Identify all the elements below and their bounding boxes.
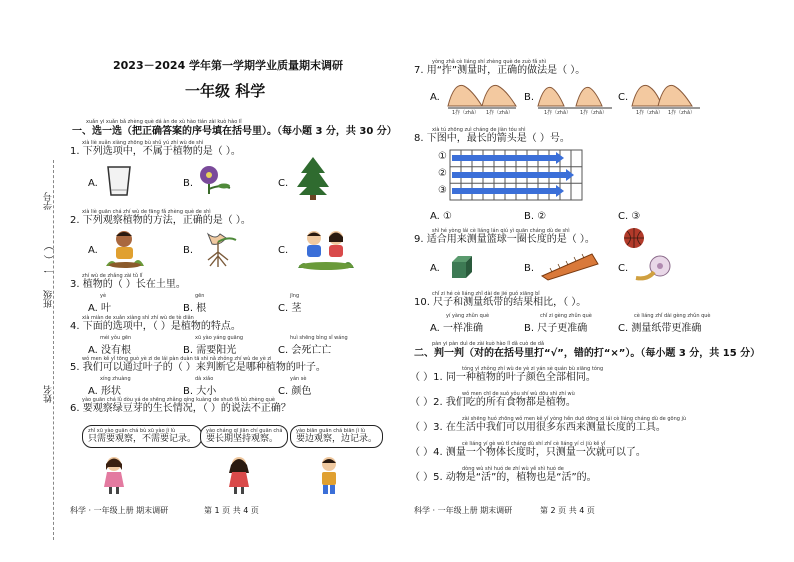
q8-text: 8. 下图中，最长的箭头是（ ）号。: [414, 133, 570, 144]
side-label-class: 班级: [44, 290, 54, 308]
q1-option-a[interactable]: A.: [88, 178, 98, 189]
grade-subject-title: 一年级 科学: [185, 82, 266, 100]
q4-pinyin: xià miàn de xuǎn xiàng shì zhí wù de tè diǎn: [82, 315, 194, 321]
q4-option-a[interactable]: A. 没有根: [88, 345, 132, 356]
q3-option-c-pinyin: jīng: [290, 293, 300, 299]
children-observing-plants-icon: [298, 228, 354, 270]
q7-a-caption-1: 1拃（zhǎ）: [452, 110, 480, 116]
q3-text: 3. 植物的（ ）长在土里。: [70, 279, 186, 290]
q7-c-caption-2: 1拃（zhǎ）: [668, 110, 696, 116]
measuring-tape-icon: [634, 254, 678, 282]
q10-option-b-pinyin: chǐ zi gèng zhǔn què: [540, 313, 592, 319]
q7-b-caption-1: 1拃（zhǎ）: [544, 110, 572, 116]
q9-option-b[interactable]: B.: [524, 263, 535, 274]
q6-text: 6. 要观察绿豆芽的生长情况，（ ）的说法不正确？: [70, 403, 291, 414]
girl-b-icon: [225, 455, 253, 495]
right-footer-subject: 科学 · 一年级上册 期末调研: [414, 506, 513, 515]
q5-option-c[interactable]: C. 颜色: [278, 386, 312, 397]
q8-pinyin: xià tú zhōng zuì cháng de jiàn tóu shì: [432, 127, 526, 133]
bubble-b-pinyin: yào cháng qī jiān chí guān chá: [206, 428, 283, 434]
q5-option-a-pinyin: xíng zhuàng: [100, 376, 131, 382]
judgment-1[interactable]: （ ）1. 同一种植物的叶子颜色全部相同。: [410, 372, 596, 383]
q5-pinyin: wǒ men kě yǐ tōng guò yè zi de lái pàn duàn tā shì nǎ zhǒng zhí wù de yè zi: [82, 356, 272, 362]
judgment-4[interactable]: （ ）4. 测量一个物体长度时，只测量一次就可以了。: [410, 447, 646, 458]
q7-text: 7. 用“拃”测量时，正确的做法是（ ）。: [414, 65, 586, 76]
left-footer-subject: 科学 · 一年级上册 期末调研: [70, 506, 169, 515]
basketball-icon: [622, 226, 646, 250]
binding-line: [53, 160, 54, 540]
q10-option-c[interactable]: C. 测量纸带更准确: [618, 323, 702, 334]
j4-pinyin: cè liáng yí gè wù tǐ cháng dù shí zhǐ cè liáng yí cì jiù kě yǐ: [462, 441, 606, 447]
bubble-a-pinyin: zhǐ xū yào guān chá bù xū yào jì lù: [88, 428, 176, 434]
speech-bubble-c[interactable]: [290, 425, 383, 448]
green-cube-icon: [448, 254, 476, 282]
bubble-a-text: 只需要观察，不需要记录。: [88, 434, 197, 444]
judgment-3[interactable]: （ ）3. 在生活中我们可以用很多东西来测量长度的工具。: [410, 422, 666, 433]
judgment-2[interactable]: （ ）2. 我们吃的所有食物都是植物。: [410, 397, 576, 408]
q10-pinyin: chǐ zi hé cè liáng zhǐ dài de jié guǒ xiāng bǐ: [432, 291, 540, 297]
q7-option-c[interactable]: C.: [618, 92, 629, 103]
speech-bubble-a[interactable]: [82, 425, 202, 448]
q5-option-b[interactable]: B. 大小: [183, 386, 217, 397]
q10-option-a-pinyin: yí yàng zhǔn què: [446, 313, 490, 319]
side-label-student-number: 学号: [44, 192, 54, 210]
side-label-name: 姓名: [44, 385, 54, 403]
q8-row-1-label: ①: [438, 151, 447, 162]
q2-pinyin: xià liè guān chá zhí wù de fāng fǎ zhèng què de shì: [82, 209, 211, 215]
q4-option-b[interactable]: B. 需要阳光: [183, 345, 237, 356]
child-touching-plant-icon: [104, 228, 146, 268]
q8-row-2-label: ②: [438, 168, 447, 179]
pine-tree-icon: [295, 155, 331, 201]
q8-option-c[interactable]: C. ③: [618, 211, 641, 222]
section2-heading: 二、判一判（对的在括号里打“√”，错的打“×”）。（每小题 3 分，共 15 分）: [414, 348, 761, 359]
girl-a-icon: [100, 455, 128, 495]
bubble-c-pinyin: yào biān guān chá biān jì lù: [296, 428, 366, 434]
q9-pinyin: shì hé yòng lái cè liáng lán qiú yì quān cháng dù de shì: [432, 228, 570, 234]
q7-pinyin: yòng zhǎ cè liáng shí zhèng què de zuò fǎ shì: [432, 59, 547, 65]
q10-option-c-pinyin: cè liáng zhǐ dài gèng zhǔn què: [634, 313, 711, 319]
q7-option-b[interactable]: B.: [524, 92, 535, 103]
bubble-c-text: 要边观察，边记录。: [296, 434, 378, 444]
q1-option-b[interactable]: B.: [183, 178, 194, 189]
q5-option-c-pinyin: yán sè: [290, 376, 307, 382]
q7-c-caption-1: 1拃（zhǎ）: [636, 110, 664, 116]
section1-pinyin: xuǎn yi xuǎn bǎ zhèng què dá àn de xù hào tián zài kuò hào lǐ: [86, 119, 242, 125]
q7-a-caption-2: 1拃（zhǎ）: [486, 110, 514, 116]
j2-pinyin: wǒ men chī de suǒ yǒu shí wù dōu shì zhí wù: [462, 391, 575, 397]
judgment-5[interactable]: （ ）5. 动物是“活”的，植物也是“活”的。: [410, 472, 597, 483]
ruler-icon: [540, 252, 602, 282]
q7-b-caption-2: 1拃（zhǎ）: [580, 110, 608, 116]
glass-cup-icon: [104, 164, 134, 198]
j1-pinyin: tóng yì zhǒng zhí wù de yè zi yán sè quán bù xiāng tóng: [462, 366, 604, 372]
q9-option-a[interactable]: A.: [430, 263, 440, 274]
q2-option-b[interactable]: B.: [183, 245, 194, 256]
arrow-grid-figure: [436, 148, 586, 204]
q3-option-b[interactable]: B. 根: [183, 303, 207, 314]
q2-text: 2. 下列观察植物的方法，正确的是（ ）。: [70, 215, 251, 226]
j5-pinyin: dòng wù shì huó de zhí wù yě shì huó de: [462, 466, 564, 472]
q5-option-a[interactable]: A. 形状: [88, 386, 122, 397]
q4-option-a-pinyin: méi yǒu gēn: [100, 335, 132, 341]
q8-row-3-label: ③: [438, 185, 447, 196]
q3-option-a[interactable]: A. 叶: [88, 303, 112, 314]
q3-pinyin: zhí wù de zhǎng zài tǔ lǐ: [82, 273, 143, 279]
q3-option-b-pinyin: gēn: [195, 293, 205, 299]
q6-pinyin: yào guān chá lǜ dòu yá de shēng zhǎng qíng kuàng de shuō fǎ bù zhèng què: [82, 397, 275, 403]
side-label-grade: 一（ ）: [43, 240, 56, 277]
flower-icon: [196, 162, 236, 196]
left-footer-page: 第 1 页 共 4 页: [204, 506, 259, 515]
q10-option-a[interactable]: A. 一样准确: [430, 323, 484, 334]
q5-option-b-pinyin: dà xiǎo: [195, 376, 214, 382]
section1-heading: 一、选一选（把正确答案的序号填在括号里）。（每小题 3 分，共 30 分）: [72, 126, 397, 137]
q8-option-a[interactable]: A. ①: [430, 211, 452, 222]
q3-option-c[interactable]: C. 茎: [278, 303, 302, 314]
q8-option-b[interactable]: B. ②: [524, 211, 547, 222]
speech-bubble-b[interactable]: [200, 425, 288, 448]
boy-c-icon: [315, 455, 343, 495]
q1-text: 1. 下列选项中，不属于植物的是（ ）。: [70, 146, 241, 157]
q10-text: 10. 尺子和测量纸带的结果相比，（ ）。: [414, 297, 587, 308]
q2-option-a[interactable]: A.: [88, 245, 98, 256]
q5-text: 5. 我们可以通过叶子的（ ）来判断它是哪种植物的叶子。: [70, 362, 326, 373]
q2-option-c[interactable]: C.: [278, 245, 289, 256]
q10-option-b[interactable]: B. 尺子更准确: [524, 323, 588, 334]
q4-text: 4. 下面的选项中，（ ）是植物的特点。: [70, 321, 241, 332]
hand-pulling-plant-icon: [198, 230, 240, 268]
q4-option-c-pinyin: huì shēng bìng sǐ wáng: [290, 335, 348, 341]
q3-option-a-pinyin: yè: [100, 293, 107, 299]
section2-pinyin: pàn yi pàn duì de zài kuò hào lǐ dǎ cuò de dǎ: [432, 341, 545, 347]
bubble-b-text: 要长期坚持观察。: [206, 434, 279, 444]
q7-option-a[interactable]: A.: [430, 92, 440, 103]
right-footer-page: 第 2 页 共 4 页: [540, 506, 595, 515]
q4-option-b-pinyin: xū yào yáng guāng: [195, 335, 244, 341]
q4-option-c[interactable]: C. 会死亡亡: [278, 345, 332, 356]
q9-text: 9. 适合用来测量篮球一圈长度的是（ ）。: [414, 234, 595, 245]
q9-option-c[interactable]: C.: [618, 263, 629, 274]
exam-year-title: 2023－2024 学年第一学期学业质量期末调研: [113, 59, 344, 72]
q1-pinyin: xià liè xuǎn xiàng zhōng bù shǔ yú zhí wù de shì: [82, 140, 204, 146]
j3-pinyin: zài shēng huó zhōng wǒ men kě yǐ yòng hěn duō dōng xi lái cè liáng cháng dù de gōng jù: [462, 416, 687, 422]
q1-option-c[interactable]: C.: [278, 178, 289, 189]
